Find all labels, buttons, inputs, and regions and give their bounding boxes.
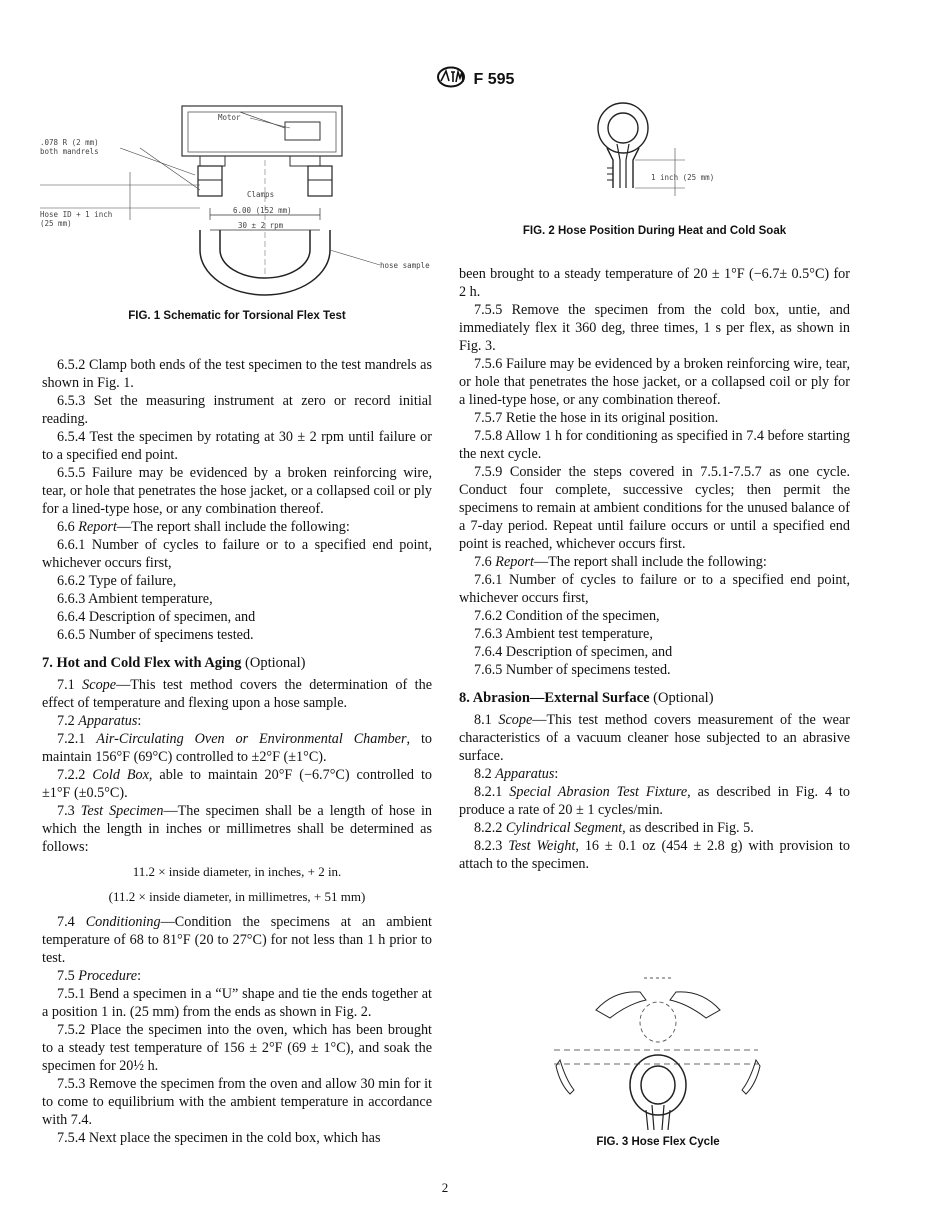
para-6-5-4: 6.5.4 Test the specimen by rotating at 30 ± 2 rpm until failure or to a specified end point. bbox=[42, 429, 432, 463]
fig1-label-mandrel: .078 R (2 mm) bbox=[40, 138, 99, 147]
para-6-6-1: 6.6.1 Number of cycles to failure or to a specified end point, whichever occurs first, bbox=[42, 537, 432, 571]
para-6-6: 6.6 Report—The report shall include the following: bbox=[57, 519, 350, 535]
section-7-heading: 7. Hot and Cold Flex with Aging (Optional) bbox=[42, 655, 306, 671]
section-8-heading: 8. Abrasion—External Surface (Optional) bbox=[459, 690, 714, 706]
fig1-label-clamps: Clamps bbox=[247, 190, 275, 199]
para-6-6-5: 6.6.5 Number of specimens tested. bbox=[57, 627, 254, 643]
para-8-2-2: 8.2.2 Cylindrical Segment, as described in Fig. 5. bbox=[474, 820, 754, 836]
figure-1-torsional-flex-schematic bbox=[40, 100, 450, 300]
fig1-label-hose-sample: hose sample bbox=[380, 261, 430, 270]
para-7-5-7: 7.5.7 Retie the hose in its original position. bbox=[474, 410, 719, 426]
left-column bbox=[42, 356, 432, 1147]
astm-logo-icon bbox=[436, 66, 466, 93]
para-7-6-3: 7.6.3 Ambient test temperature, bbox=[474, 626, 653, 642]
para-7-2-1: 7.2.1 Air-Circulating Oven or Environmental Chamber, to maintain 156°F (69°C) controlled to ±2°F (±1°C). bbox=[42, 731, 432, 765]
para-8-2-3: 8.2.3 Test Weight, 16 ± 0.1 oz (454 ± 2.8 g) with provision to attach to the specimen. bbox=[459, 838, 850, 872]
para-7-3: 7.3 Test Specimen—The specimen shall be a length of hose in which the length in inches or millimetres shall be determined as follows: bbox=[42, 803, 432, 855]
figure-2-caption: FIG. 2 Hose Position During Heat and Cold Soak bbox=[522, 225, 787, 237]
para-7-6: 7.6 Report—The report shall include the following: bbox=[474, 554, 767, 570]
para-7-6-4: 7.6.4 Description of specimen, and bbox=[474, 644, 673, 660]
document-code: F 595 bbox=[473, 70, 515, 88]
fig1-label-mandrel-2: both mandrels bbox=[40, 147, 99, 156]
para-7-5-8: 7.5.8 Allow 1 h for conditioning as specified in 7.4 before starting the next cycle. bbox=[459, 428, 850, 462]
para-7-5-9: 7.5.9 Consider the steps covered in 7.5.1-7.5.7 as one cycle. Conduct four complete, successive cycles; then permit the specimens to remain at ambient conditions for the unused balance of a 7-day period. Repeat until failure occurs or until a specified end point is reached, whichever occurs first. bbox=[459, 464, 850, 552]
para-7-5-2: 7.5.2 Place the specimen into the oven, which has been brought to a steady test temperature of 156 ± 2°F (69 ± 1°C), and soak the specimen for 20½ h. bbox=[42, 1022, 432, 1074]
para-7-5-6: 7.5.6 Failure may be evidenced by a broken reinforcing wire, tear, or hole that penetrates the hose jacket, or a collapsed coil or ply for a lined-type hose, or any combination thereof. bbox=[459, 356, 850, 408]
equation-millimetres: (11.2 × inside diameter, in millimetres, + 51 mm) bbox=[108, 889, 366, 904]
fig1-label-hose-2: (25 mm) bbox=[40, 219, 72, 228]
para-7-5-4: 7.5.4 Next place the specimen in the cold box, which has bbox=[57, 1130, 381, 1146]
para-7-5-1: 7.5.1 Bend a specimen in a “U” shape and tie the ends together at a position 1 in. (25 mm) from the ends as shown in Fig. 2. bbox=[42, 986, 432, 1020]
right-column bbox=[459, 265, 850, 873]
para-6-5-5: 6.5.5 Failure may be evidenced by a broken reinforcing wire, tear, or hole that penetrates the hose jacket, or a collapsed coil or ply for a lined-type hose, or any combination thereof. bbox=[42, 465, 432, 517]
figure-3-caption: FIG. 3 Hose Flex Cycle bbox=[596, 1136, 720, 1148]
page-header bbox=[0, 66, 950, 93]
para-7-2: 7.2 Apparatus: bbox=[57, 713, 142, 729]
para-7-5-3: 7.5.3 Remove the specimen from the oven and allow 30 min for it to come to equilibrium with the ambient temperature in accordance with 7.4. bbox=[42, 1076, 432, 1128]
para-6-5-3: 6.5.3 Set the measuring instrument at zero or record initial reading. bbox=[42, 393, 432, 427]
fig1-label-rpm: 30 ± 2 rpm bbox=[238, 221, 284, 230]
para-6-5-2: 6.5.2 Clamp both ends of the test specimen to the test mandrels as shown in Fig. 1. bbox=[42, 357, 432, 391]
para-6-6-4: 6.6.4 Description of specimen, and bbox=[57, 609, 256, 625]
page-number: 2 bbox=[441, 1180, 449, 1195]
para-6-6-2: 6.6.2 Type of failure, bbox=[57, 573, 177, 589]
figure-3-hose-flex-cycle bbox=[548, 970, 768, 1130]
para-7-2-2: 7.2.2 Cold Box, able to maintain 20°F (−6.7°C) controlled to ±1°F (±0.5°C). bbox=[42, 767, 433, 801]
figure-1-caption: FIG. 1 Schematic for Torsional Flex Test bbox=[128, 310, 346, 322]
para-8-1: 8.1 Scope—This test method covers measurement of the wear characteristics of a vacuum cleaner hose subjected to an abrasive surface. bbox=[459, 712, 851, 764]
para-7-5: 7.5 Procedure: bbox=[57, 968, 142, 984]
fig1-label-motor: Motor bbox=[218, 113, 241, 122]
fig1-label-dimension: 6.00 (152 mm) bbox=[233, 206, 292, 215]
figure-2-hose-position bbox=[585, 98, 745, 198]
para-8-2: 8.2 Apparatus: bbox=[474, 766, 559, 782]
para-7-6-1: 7.6.1 Number of cycles to failure or to a specified end point, whichever occurs first, bbox=[459, 572, 850, 606]
para-7-6-2: 7.6.2 Condition of the specimen, bbox=[474, 608, 660, 624]
para-7-5-5: 7.5.5 Remove the specimen from the cold box, untie, and immediately flex it 360 deg, three times, 1 s per flex, as shown in Fig. 3. bbox=[459, 302, 850, 354]
equation-inches: 11.2 × inside diameter, in inches, + 2 in. bbox=[132, 864, 342, 879]
fig1-label-hose: Hose ID + 1 inch bbox=[40, 210, 113, 219]
para-8-2-1: 8.2.1 Special Abrasion Test Fixture, as described in Fig. 4 to produce a rate of 20 ± 1 cycles/min. bbox=[459, 784, 851, 818]
para-7-4: 7.4 Conditioning—Condition the specimens at an ambient temperature of 68 to 81°F (20 to 27°C) for not less than 1 h prior to test. bbox=[42, 914, 432, 966]
fig2-label-dimension: 1 inch (25 mm) bbox=[651, 173, 715, 182]
para-6-6-3: 6.6.3 Ambient temperature, bbox=[57, 591, 213, 607]
para-7-1: 7.1 Scope—This test method covers the determination of the effect of temperature and flexing upon a hose sample. bbox=[42, 677, 433, 711]
para-7-6-5: 7.6.5 Number of specimens tested. bbox=[474, 662, 671, 678]
para-7-5-4-cont: been brought to a steady temperature of 20 ± 1°F (−6.7± 0.5°C) for 2 h. bbox=[459, 266, 850, 300]
